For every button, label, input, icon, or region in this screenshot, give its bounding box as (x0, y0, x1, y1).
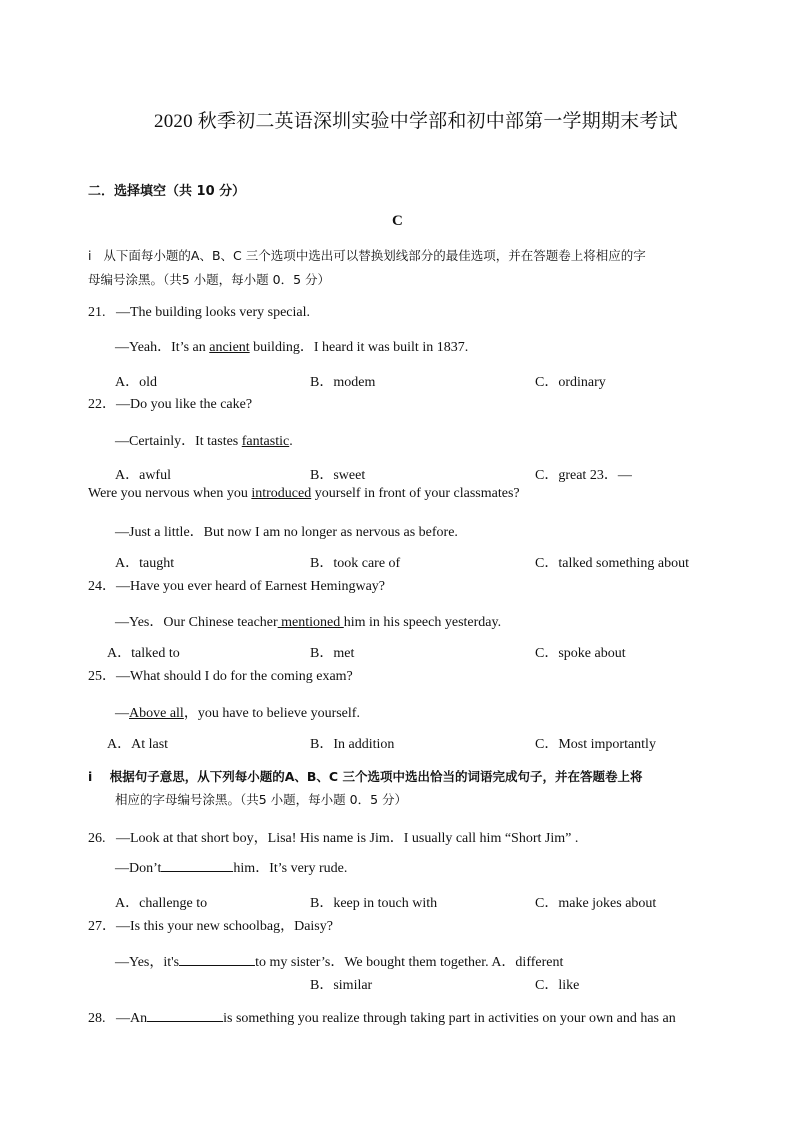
question-text: —Have you ever heard of Earnest Hemingway? (116, 579, 386, 594)
option-c: C．like (535, 978, 580, 993)
answer-blank (179, 953, 255, 966)
instruction-1-line-1 (88, 246, 646, 264)
question-number: 25． (88, 669, 116, 684)
option-b: B．modem (310, 375, 376, 390)
answer-blank (161, 859, 233, 872)
question-26-answer (115, 857, 347, 877)
underlined-word: fantastic (241, 434, 290, 449)
option-c: C．great 23．— (535, 468, 632, 483)
instruction-1-text-1: 从下面每小题的A、B、C 三个选项中选出可以替换划线部分的最佳选项，并在答题卷上将相应的字 (103, 248, 646, 263)
option-a: A．At last (107, 737, 169, 752)
answer-text: . (289, 434, 293, 449)
instruction-1-mark: i (88, 248, 92, 263)
instruction-1-line-2: 母编号涂黑。（共5 小题，每小题 0．5 分） (88, 272, 331, 287)
question-23-answer: —Just a little．But now I am no longer as nervous as before. (115, 525, 458, 540)
question-22-answer (115, 430, 293, 450)
option-a: A．talked to (107, 646, 180, 661)
underlined-word: ancient (209, 340, 250, 355)
underlined-word: mentioned (277, 615, 344, 630)
answer-text: — (115, 706, 129, 721)
option-b: B．sweet (310, 468, 366, 483)
option-c: C．ordinary (535, 375, 606, 390)
option-c: C．spoke about (535, 646, 626, 661)
answer-text: him in his speech yesterday. (343, 615, 502, 630)
question-number: 27． (88, 919, 116, 934)
instruction-2-line-1 (88, 767, 642, 785)
question-text: yourself in front of your classmates? (311, 486, 520, 501)
question-24-answer (115, 611, 501, 631)
option-c: C．make jokes about (535, 896, 657, 911)
question-21-answer (115, 336, 468, 356)
option-b: B．met (310, 646, 355, 661)
question-number: 21. (88, 305, 106, 320)
option-b: B．similar (310, 978, 373, 993)
underlined-word: Above all (129, 706, 184, 721)
part-label: C (392, 213, 403, 229)
answer-text: —Yeah．It’s an (115, 340, 210, 355)
option-b: B．took care of (310, 556, 401, 571)
question-27-prompt (88, 915, 333, 935)
question-number: 26. (88, 831, 106, 846)
answer-text: —Certainly．It tastes (115, 434, 242, 449)
answer-text: him．It’s very rude. (233, 861, 348, 876)
option-c: C．Most importantly (535, 737, 656, 752)
option-a: A．taught (115, 556, 175, 571)
question-number: 28. (88, 1011, 106, 1026)
answer-text: —Yes，it's (115, 955, 180, 970)
answer-text: —Don’t (115, 861, 162, 876)
answer-text: building．I heard it was built in 1837. (249, 340, 469, 355)
answer-text: to my sister’s．We bought them together. A．different (255, 955, 564, 970)
answer-text: —Yes．Our Chinese teacher (115, 615, 278, 630)
question-27-answer (115, 951, 563, 971)
option-c: C．talked something about (535, 556, 689, 571)
question-number: 22． (88, 397, 116, 412)
question-25-prompt (88, 665, 353, 685)
question-24-prompt (88, 575, 385, 595)
question-text: is something you realize through taking part in activities on your own and has an (223, 1011, 676, 1026)
option-b: B．keep in touch with (310, 896, 438, 911)
question-text: Were you nervous when you (88, 486, 252, 501)
answer-text: ，you have to believe yourself. (183, 706, 360, 721)
question-text: —The building looks very special. (116, 305, 311, 320)
answer-blank (147, 1009, 223, 1022)
question-25-answer (115, 702, 360, 722)
instruction-2-text-1: 根据句子意思，从下列每小题的A、B、C 三个选项中选出恰当的词语完成句子，并在答题卷上将 (109, 769, 643, 784)
instruction-2-mark: i (88, 769, 93, 784)
instruction-2-line-2: 相应的字母编号涂黑。（共5 小题，每小题 0．5 分） (115, 792, 408, 807)
question-22-prompt (88, 393, 252, 413)
option-a: A．old (115, 375, 157, 390)
page-title: 2020 秋季初二英语深圳实验中学部和初中部第一学期期末考试 (154, 111, 678, 132)
question-text: —Do you like the cake? (116, 397, 253, 412)
section-heading: 二．选择填空（共 10 分） (88, 184, 246, 199)
question-text: —What should I do for the coming exam? (116, 669, 353, 684)
question-21-prompt (88, 305, 310, 321)
option-a: A．challenge to (115, 896, 208, 911)
underlined-word: introduced (251, 486, 312, 501)
option-a: A．awful (115, 468, 171, 483)
question-number: 24． (88, 579, 116, 594)
question-28-prompt (88, 1009, 676, 1027)
question-text: —Is this your new schoolbag，Daisy? (116, 919, 333, 934)
question-text: —An (116, 1011, 148, 1026)
question-26-prompt (88, 827, 578, 847)
option-b: B．In addition (310, 737, 395, 752)
question-23-prompt (88, 486, 520, 502)
question-text: —Look at that short boy，Lisa! His name is Jim．I usually call him “Short Jim” . (116, 831, 579, 846)
